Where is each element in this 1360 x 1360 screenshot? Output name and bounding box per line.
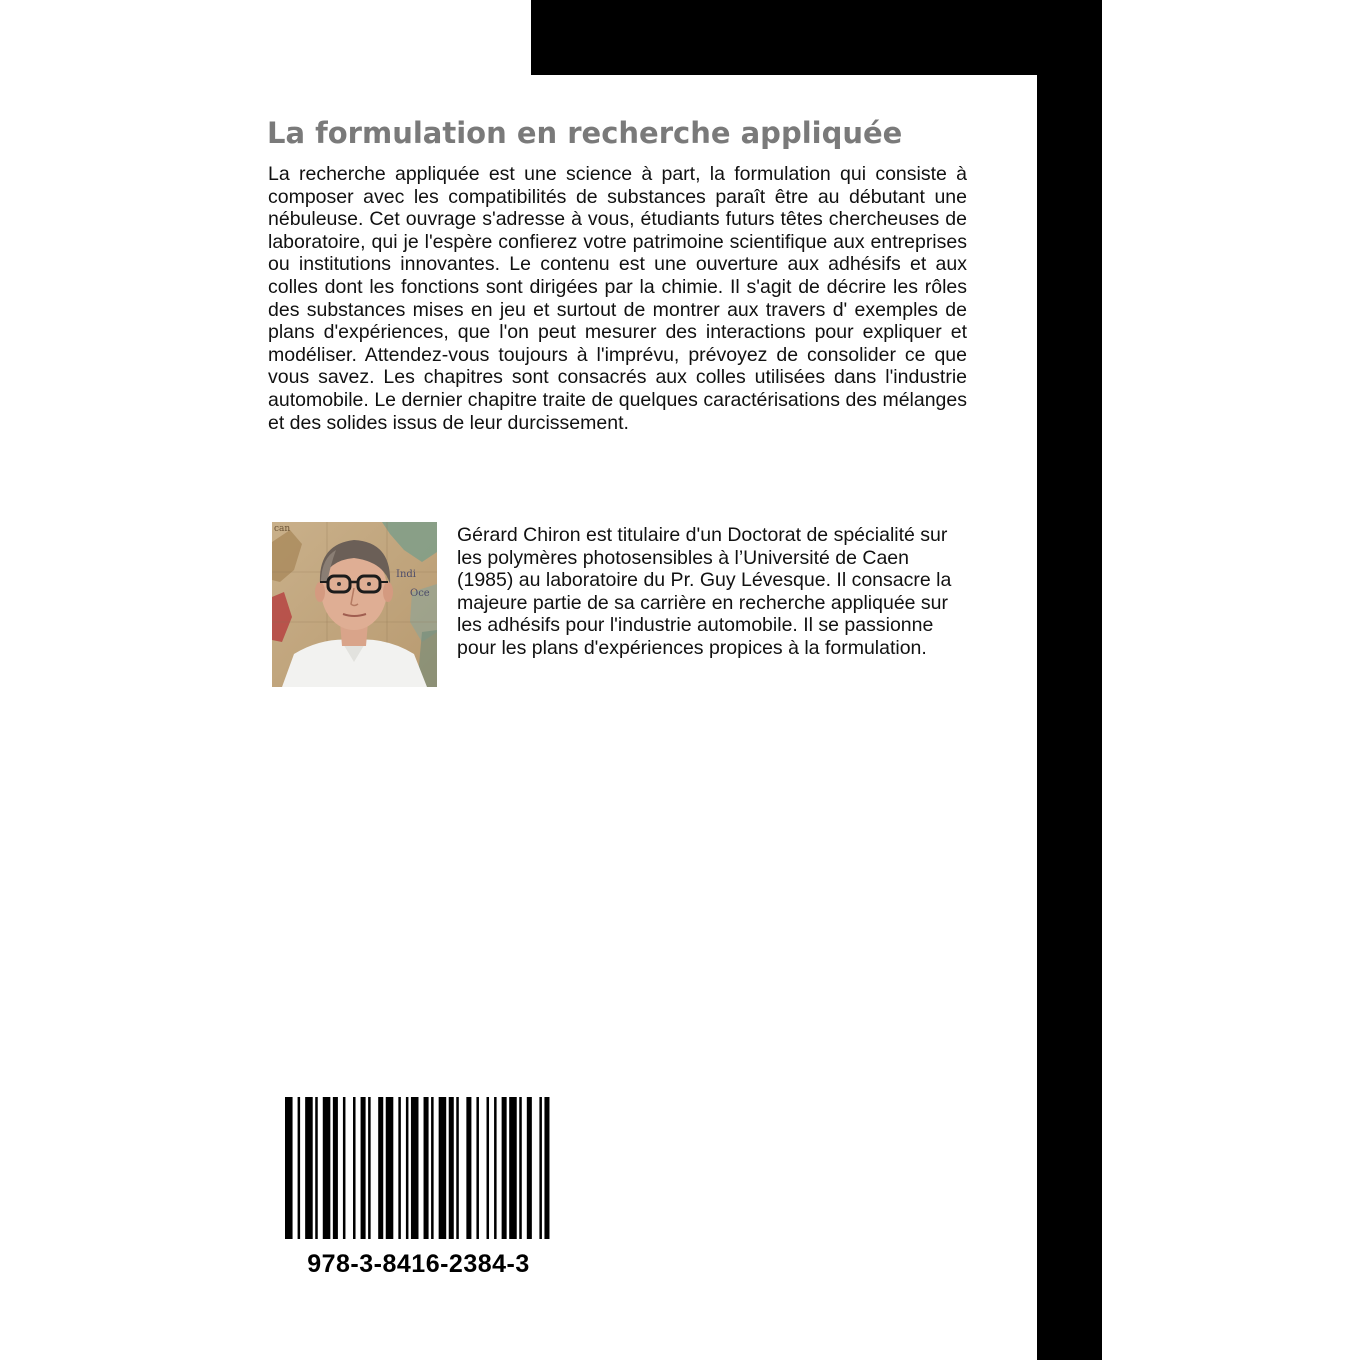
barcode-bar bbox=[527, 1097, 532, 1239]
barcode-bar bbox=[466, 1097, 471, 1239]
isbn-barcode bbox=[285, 1097, 552, 1239]
map-label: Oce bbox=[410, 588, 430, 599]
map-label: can bbox=[274, 524, 291, 534]
barcode-bar bbox=[431, 1097, 434, 1239]
book-summary: La recherche appliquée est une science à part, la formulation qui consiste à composer avec les compatibilités de substances paraît être au débutant une nébuleuse. Cet ouvrage s'adresse à vous, étudiants futurs têtes chercheuses de laboratoire, qui je l'espère confierez votre patrimoine scientifique aux entreprises ou institutions innovantes. Le contenu est une ouverture aux adhésifs et aux colles dont les fonctions sont dirigées par la chimie. Il s'agit de décrire les rôles des substances mises en jeu et surtout de montrer aux travers d' exemples de plans d'expériences, que l'on peut mesurer des interactions pour expliquer et modéliser. Attendez-vous toujours à l'imprévu, prévoyez de consolider ce que vous savez. Les chapitres sont consacrés aux colles utilisées dans l'industrie automobile. Le dernier chapitre traite de quelques caractérisations des mélanges et des solides issus de leur durcissement. bbox=[268, 163, 967, 434]
barcode-bar bbox=[456, 1097, 459, 1239]
barcode-bar bbox=[315, 1097, 318, 1239]
barcode-bar bbox=[398, 1097, 401, 1239]
barcode-bar bbox=[476, 1097, 479, 1239]
barcode-bar bbox=[509, 1097, 517, 1239]
barcode-bar bbox=[361, 1097, 366, 1239]
barcode-bar bbox=[494, 1097, 497, 1239]
spine-right-band bbox=[1037, 0, 1102, 1360]
barcode-bar bbox=[353, 1097, 356, 1239]
barcode-bar bbox=[411, 1097, 419, 1239]
barcode-bar bbox=[343, 1097, 346, 1239]
barcode-bar bbox=[333, 1097, 338, 1239]
barcode-bar bbox=[378, 1097, 383, 1239]
barcode-bar bbox=[519, 1097, 522, 1239]
barcode-bar bbox=[539, 1097, 542, 1239]
barcode-bar bbox=[406, 1097, 409, 1239]
barcode-bar bbox=[323, 1097, 331, 1239]
author-photo bbox=[272, 522, 437, 687]
barcode-bar bbox=[298, 1097, 301, 1239]
barcode-bar bbox=[285, 1097, 293, 1239]
book-title: La formulation en recherche appliquée bbox=[267, 116, 903, 150]
author-bio: Gérard Chiron est titulaire d'un Doctorat de spécialité sur les polymères photosensibles à l’Université de Caen (1985) au laboratoire du Pr. Guy Lévesque. Il consacre la majeure partie de sa carrière en recherche appliquée sur les adhésifs pour l'industrie automobile. Il se passionne pour les plans d'expériences propices à la formulation. bbox=[457, 524, 952, 659]
spine-top-band bbox=[531, 0, 1102, 75]
barcode-bar bbox=[502, 1097, 507, 1239]
barcode-bar bbox=[424, 1097, 429, 1239]
barcode-bar bbox=[305, 1097, 313, 1239]
author-portrait-image bbox=[272, 522, 437, 687]
map-label: Indi bbox=[396, 569, 416, 580]
barcode-bar bbox=[368, 1097, 371, 1239]
barcode-bar bbox=[386, 1097, 394, 1239]
barcode-bar bbox=[439, 1097, 447, 1239]
isbn-number: 978-3-8416-2384-3 bbox=[307, 1250, 530, 1278]
barcode-bar bbox=[449, 1097, 454, 1239]
barcode-bar bbox=[544, 1097, 549, 1239]
barcode-bar bbox=[487, 1097, 490, 1239]
